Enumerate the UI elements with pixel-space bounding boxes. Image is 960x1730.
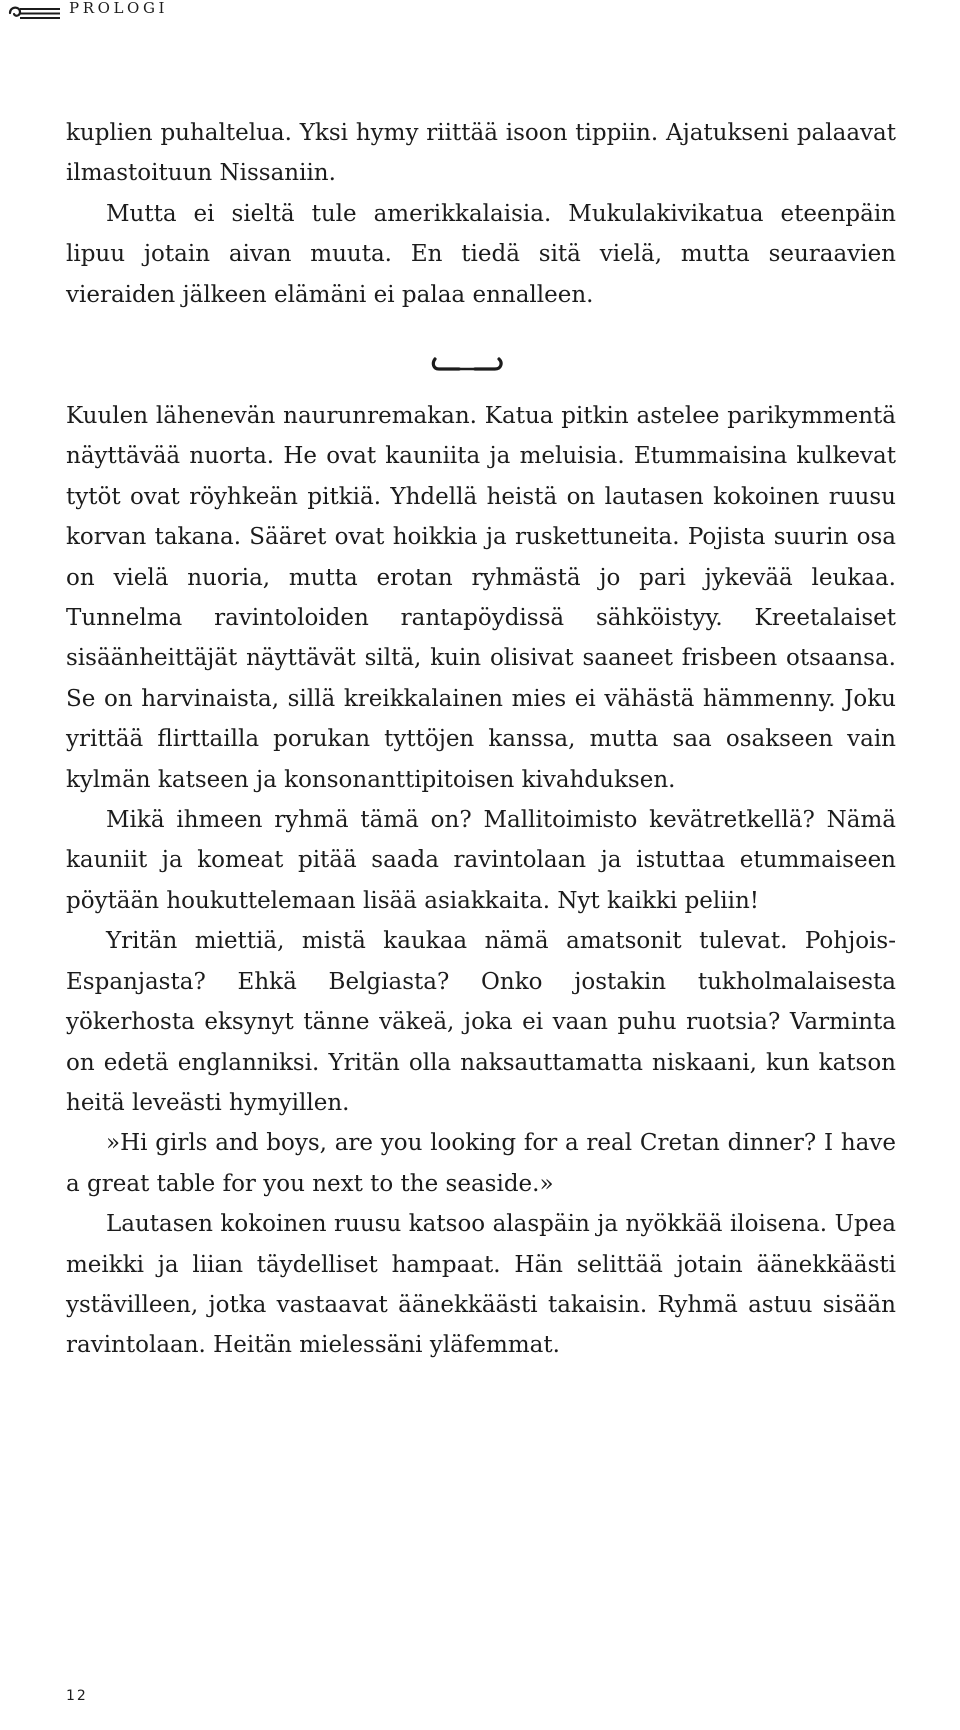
paragraph: Yritän miettiä, mistä kaukaa nämä amatsonit tulevat. Pohjois-Espanjasta? Ehkä Belgiasta? Onko jostakin tukholmalaisesta yökerhosta eksynyt tänne väkeä, joka ei vaan puhu ruotsia? Varminta on edetä englanniksi. Yritän olla naksauttamatta niskaani, kun katson heitä leveästi hymyillen. [66, 928, 896, 1116]
paragraph: Kuulen lähenevän naurunremakan. Katua pitkin astelee parikymmentä näyttävää nuorta. He ovat kauniita ja meluisia. Etummaisina kulkevat tytöt ovat röyhkeän pitkiä. Yhdellä heistä on lautasen kokoinen ruusu korvan takana. Sääret ovat hoikkia ja ruskettuneita. Pojista suurin osa on vielä nuoria, mutta erotan ryhmästä jo pari jykevää leukaa. Tunnelma ravintoloiden rantapöydissä sähköistyy. Kreetalaiset sisäänheittäjät näyttävät siltä, kuin olisivat saaneet frisbeen otsaansa. Se on harvinaista, sillä kreikkalainen mies ei vähästä hämmenny. Joku yrittää flirttailla porukan tyttöjen kanssa, mutta saa osakseen vain kylmän katseen ja konsonanttipitoisen kivahduksen. [66, 403, 896, 793]
paragraph: Mutta ei sieltä tule amerikkalaisia. Mukulakivikatua eteenpäin lipuu jotain aivan muuta. En tiedä sitä vielä, mutta seuraavien vieraiden jälkeen elämäni ei palaa ennalleen. [66, 200, 896, 308]
paragraph: kuplien puhaltelua. Yksi hymy riittää isoon tippiin. Ajatukseni palaavat ilmastoituun Nissaniin. [66, 120, 896, 187]
text-block-after-break [66, 396, 896, 1366]
scroll-ornament-icon [6, 3, 62, 23]
paragraph: »Hi girls and boys, are you looking for a real Cretan dinner? I have a great table for you next to the seaside.» [66, 1130, 896, 1197]
text-block-before-break [66, 113, 896, 315]
swash-divider-icon [429, 349, 507, 377]
running-header-title: PROLOGI [69, 0, 169, 17]
paragraph: Lautasen kokoinen ruusu katsoo alaspäin ja nyökkää iloisena. Upea meikki ja liian täydelliset hampaat. Hän selittää jotain äänekkäästi ystävilleen, jotka vastaavat äänekkäästi takaisin. Ryhmä astuu sisään ravintolaan. Heitän mielessäni yläfemmat. [66, 1211, 896, 1359]
page-number: 12 [66, 1688, 88, 1704]
paragraph: Mikä ihmeen ryhmä tämä on? Mallitoimisto kevätretkellä? Nämä kauniit ja komeat pitää saada ravintolaan ja istuttaa etummaiseen pöytään houkuttelemaan lisää asiakkaita. Nyt kaikki peliin! [66, 807, 896, 914]
